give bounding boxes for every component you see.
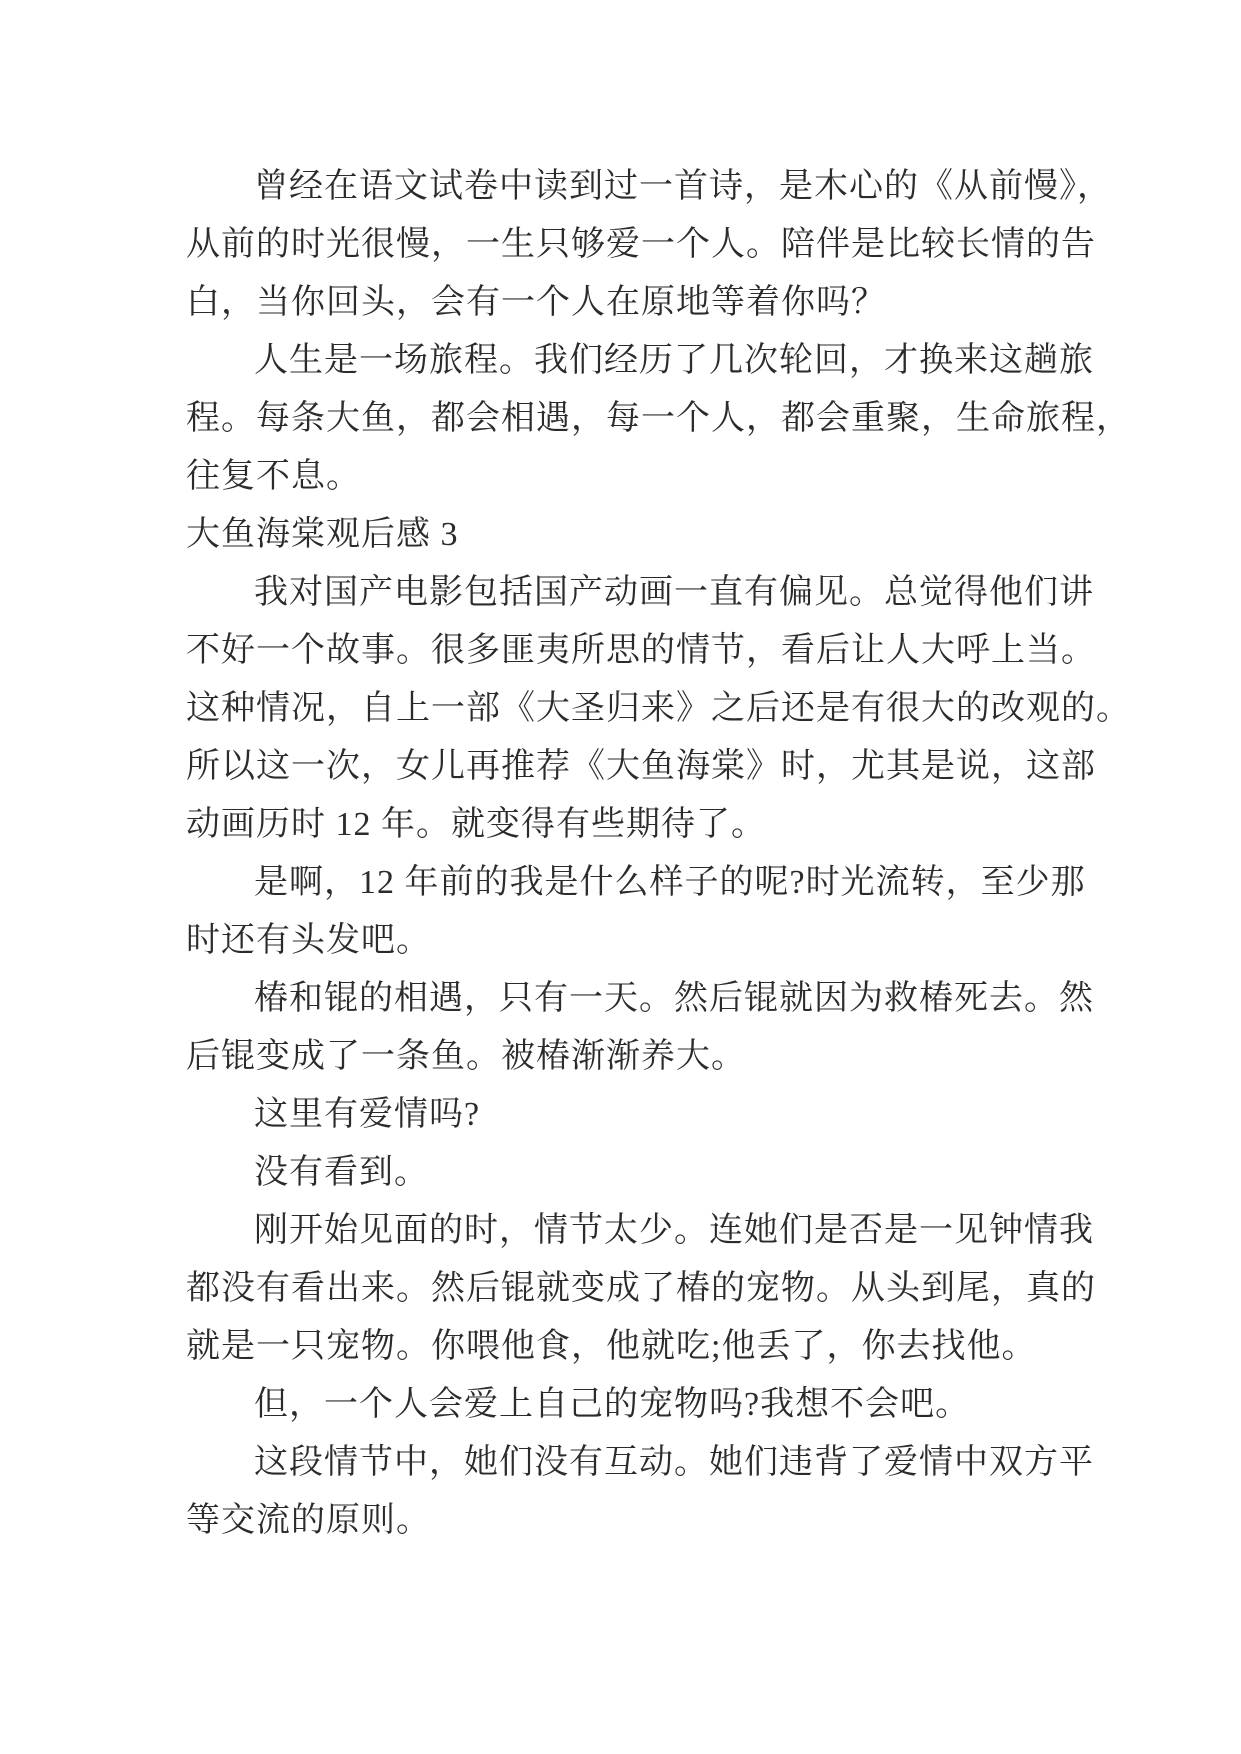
text-line: 不好一个故事。很多匪夷所思的情节，看后让人大呼上当。: [186, 632, 1096, 669]
section-heading: 大鱼海棠观后感 3: [186, 516, 459, 553]
text-line: 这种情况，自上一部《大圣归来》之后还是有很大的改观的。: [186, 690, 1131, 727]
text-line: 没有看到。: [254, 1154, 429, 1191]
text-line: 白，当你回头，会有一个人在原地等着你吗？: [186, 284, 886, 321]
text-line: 就是一只宠物。你喂他食，他就吃;他丢了，你去找他。: [186, 1328, 1037, 1365]
text-line: 刚开始见面的时，情节太少。连她们是否是一见钟情我: [254, 1212, 1094, 1249]
text-block: [186, 158, 1131, 1550]
text-line: 这里有爱情吗?: [254, 1096, 481, 1133]
text-line: 等交流的原则。: [186, 1502, 431, 1539]
text-line: 是啊，12 年前的我是什么样子的呢?时光流转，至少那: [254, 864, 1086, 901]
text-line: 我对国产电影包括国产动画一直有偏见。总觉得他们讲: [254, 574, 1094, 611]
text-line: 动画历时 12 年。就变得有些期待了。: [186, 806, 766, 843]
text-line: 这段情节中，她们没有互动。她们违背了爱情中双方平: [254, 1444, 1094, 1481]
text-line: 程。每条大鱼，都会相遇，每一个人，都会重聚，生命旅程，: [186, 400, 1131, 437]
text-line: 往复不息。: [186, 458, 361, 495]
text-line: 椿和锟的相遇，只有一天。然后锟就因为救椿死去。然: [254, 980, 1094, 1017]
text-line: 曾经在语文试卷中读到过一首诗，是木心的《从前慢》，: [254, 168, 1112, 205]
text-line: 所以这一次，女儿再推荐《大鱼海棠》时，尤其是说，这部: [186, 748, 1096, 785]
text-line: 后锟变成了一条鱼。被椿渐渐养大。: [186, 1038, 746, 1075]
text-line: 时还有头发吧。: [186, 922, 431, 959]
text-line: 都没有看出来。然后锟就变成了椿的宠物。从头到尾，真的: [186, 1270, 1096, 1307]
text-line: 从前的时光很慢，一生只够爱一个人。陪伴是比较长情的告: [186, 226, 1096, 263]
text-line: 人生是一场旅程。我们经历了几次轮回，才换来这趟旅: [254, 342, 1094, 379]
text-line: 但，一个人会爱上自己的宠物吗?我想不会吧。: [254, 1386, 971, 1423]
